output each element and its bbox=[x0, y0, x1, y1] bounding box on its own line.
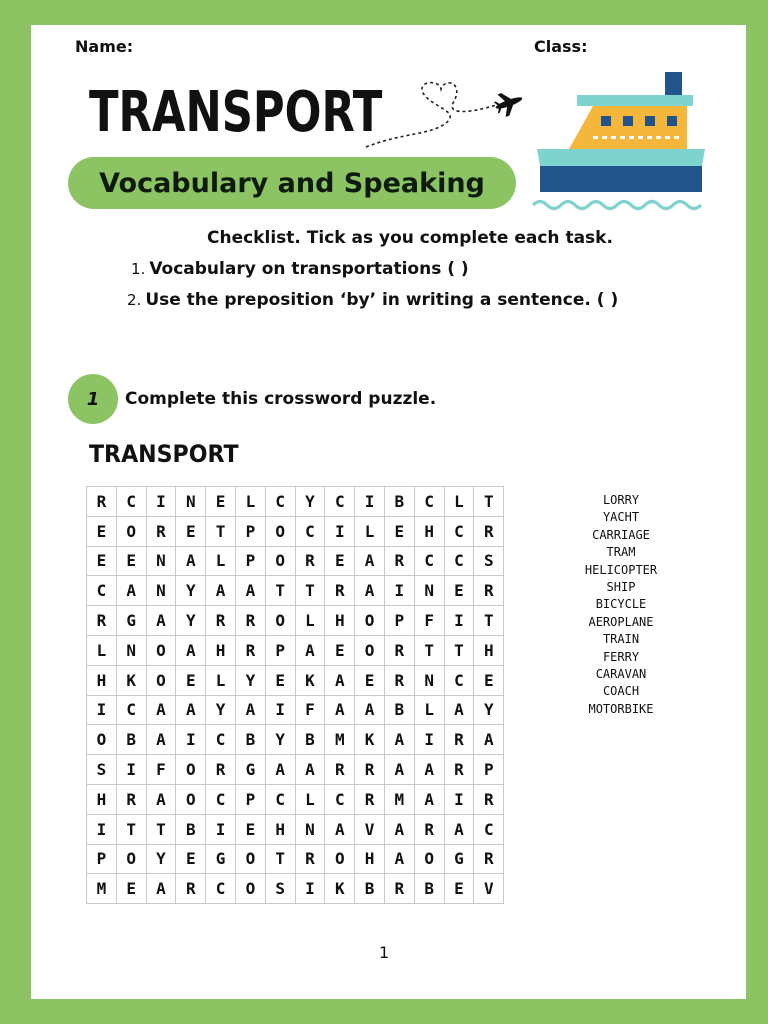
grid-cell[interactable]: A bbox=[325, 814, 355, 844]
grid-cell[interactable]: I bbox=[87, 814, 117, 844]
grid-cell[interactable]: A bbox=[414, 755, 444, 785]
grid-cell[interactable]: E bbox=[206, 487, 236, 517]
grid-cell[interactable]: P bbox=[384, 606, 414, 636]
grid-cell[interactable]: P bbox=[87, 844, 117, 874]
waves-icon bbox=[531, 195, 711, 215]
grid-cell[interactable]: P bbox=[235, 516, 265, 546]
grid-cell[interactable]: F bbox=[295, 695, 325, 725]
grid-cell[interactable]: O bbox=[146, 665, 176, 695]
grid-cell[interactable]: C bbox=[444, 665, 474, 695]
grid-cell[interactable]: R bbox=[235, 635, 265, 665]
grid-row bbox=[87, 576, 504, 606]
grid-cell[interactable]: T bbox=[474, 487, 504, 517]
grid-cell[interactable]: A bbox=[325, 665, 355, 695]
grid-cell[interactable]: N bbox=[414, 576, 444, 606]
subtitle-text: Vocabulary and Speaking bbox=[99, 167, 485, 199]
word-list-item: BICYCLE bbox=[595, 597, 647, 612]
word-list-item: SHIP bbox=[606, 580, 636, 595]
grid-cell[interactable]: A bbox=[206, 576, 236, 606]
grid-cell[interactable]: A bbox=[444, 814, 474, 844]
grid-cell[interactable]: O bbox=[116, 844, 146, 874]
grid-cell[interactable]: H bbox=[87, 665, 117, 695]
grid-cell[interactable]: E bbox=[235, 814, 265, 844]
grid-cell[interactable]: C bbox=[325, 487, 355, 517]
grid-cell[interactable]: I bbox=[325, 516, 355, 546]
grid-cell[interactable]: Y bbox=[474, 695, 504, 725]
grid-cell[interactable]: M bbox=[384, 784, 414, 814]
puzzle-title: TRANSPORT bbox=[89, 440, 239, 468]
grid-cell[interactable]: T bbox=[414, 635, 444, 665]
word-list bbox=[561, 492, 681, 718]
grid-cell[interactable]: B bbox=[384, 487, 414, 517]
grid-cell[interactable]: A bbox=[146, 606, 176, 636]
grid-cell[interactable]: O bbox=[325, 844, 355, 874]
grid-row bbox=[87, 487, 504, 517]
grid-cell[interactable]: Y bbox=[295, 487, 325, 517]
grid-cell[interactable]: T bbox=[295, 576, 325, 606]
grid-cell[interactable]: R bbox=[444, 725, 474, 755]
word-list-item: COACH bbox=[602, 684, 640, 699]
grid-cell[interactable]: L bbox=[444, 487, 474, 517]
grid-cell[interactable]: C bbox=[116, 487, 146, 517]
grid-cell[interactable]: M bbox=[87, 874, 117, 904]
grid-cell[interactable]: T bbox=[116, 814, 146, 844]
grid-cell[interactable]: L bbox=[87, 635, 117, 665]
grid-cell[interactable]: I bbox=[444, 784, 474, 814]
word-list-item: FERRY bbox=[602, 649, 640, 664]
grid-cell[interactable]: R bbox=[87, 487, 117, 517]
grid-cell[interactable]: T bbox=[206, 516, 236, 546]
grid-cell[interactable]: Y bbox=[265, 725, 295, 755]
grid-row bbox=[87, 755, 504, 785]
grid-cell[interactable]: E bbox=[116, 546, 146, 576]
grid-cell[interactable]: A bbox=[146, 695, 176, 725]
grid-cell[interactable]: F bbox=[146, 755, 176, 785]
grid-cell[interactable]: H bbox=[265, 814, 295, 844]
grid-cell[interactable]: A bbox=[235, 695, 265, 725]
grid-cell[interactable]: V bbox=[355, 814, 385, 844]
grid-cell[interactable]: P bbox=[235, 784, 265, 814]
grid-cell[interactable]: E bbox=[355, 665, 385, 695]
grid-cell[interactable]: L bbox=[206, 546, 236, 576]
grid-cell[interactable]: C bbox=[265, 487, 295, 517]
grid-cell[interactable]: E bbox=[474, 665, 504, 695]
grid-cell[interactable]: H bbox=[325, 606, 355, 636]
grid-cell[interactable]: L bbox=[414, 695, 444, 725]
grid-cell[interactable]: R bbox=[325, 576, 355, 606]
grid-cell[interactable]: L bbox=[235, 487, 265, 517]
grid-cell[interactable]: R bbox=[474, 844, 504, 874]
grid-cell[interactable]: C bbox=[206, 725, 236, 755]
grid-row bbox=[87, 665, 504, 695]
grid-cell[interactable]: R bbox=[384, 546, 414, 576]
grid-cell[interactable]: R bbox=[474, 576, 504, 606]
grid-cell[interactable]: B bbox=[235, 725, 265, 755]
checklist-item bbox=[131, 259, 469, 279]
grid-cell[interactable]: I bbox=[444, 606, 474, 636]
grid-cell[interactable]: B bbox=[414, 874, 444, 904]
word-list-item: CARRIAGE bbox=[592, 527, 650, 542]
grid-cell[interactable]: E bbox=[87, 516, 117, 546]
word-list-item: CARAVAN bbox=[595, 667, 647, 682]
grid-cell[interactable]: O bbox=[146, 635, 176, 665]
grid-cell[interactable]: I bbox=[265, 695, 295, 725]
grid-cell[interactable]: I bbox=[355, 487, 385, 517]
grid-cell[interactable]: I bbox=[414, 725, 444, 755]
grid-cell[interactable]: R bbox=[146, 516, 176, 546]
checklist-item bbox=[127, 290, 618, 310]
grid-cell[interactable]: R bbox=[384, 874, 414, 904]
grid-cell[interactable]: C bbox=[444, 546, 474, 576]
grid-cell[interactable]: C bbox=[295, 516, 325, 546]
grid-row bbox=[87, 784, 504, 814]
grid-cell[interactable]: C bbox=[116, 695, 146, 725]
grid-row bbox=[87, 695, 504, 725]
grid-cell[interactable]: Y bbox=[176, 576, 206, 606]
grid-row bbox=[87, 546, 504, 576]
airplane-icon bbox=[361, 73, 531, 153]
grid-cell[interactable]: E bbox=[384, 516, 414, 546]
grid-cell[interactable]: T bbox=[474, 606, 504, 636]
word-list-item: TRAM bbox=[606, 545, 636, 560]
word-list-item: LORRY bbox=[602, 493, 640, 507]
grid-cell[interactable]: R bbox=[355, 784, 385, 814]
grid-cell[interactable]: C bbox=[265, 784, 295, 814]
grid-cell[interactable]: G bbox=[206, 844, 236, 874]
grid-cell[interactable]: C bbox=[414, 546, 444, 576]
grid-cell[interactable]: C bbox=[87, 576, 117, 606]
grid-cell[interactable]: S bbox=[474, 546, 504, 576]
grid-cell[interactable]: A bbox=[265, 755, 295, 785]
grid-cell[interactable]: B bbox=[295, 725, 325, 755]
grid-cell[interactable]: K bbox=[295, 665, 325, 695]
grid-cell[interactable]: E bbox=[176, 665, 206, 695]
grid-cell[interactable]: E bbox=[116, 874, 146, 904]
grid-cell[interactable]: G bbox=[444, 844, 474, 874]
name-label: Name: bbox=[75, 37, 134, 56]
task-instruction: Complete this crossword puzzle. bbox=[125, 389, 437, 409]
grid-cell[interactable]: A bbox=[384, 844, 414, 874]
grid-cell[interactable]: I bbox=[176, 725, 206, 755]
grid-cell[interactable]: E bbox=[176, 844, 206, 874]
grid-cell[interactable]: A bbox=[444, 695, 474, 725]
grid-cell[interactable]: I bbox=[206, 814, 236, 844]
grid-cell[interactable]: V bbox=[474, 874, 504, 904]
grid-cell[interactable]: K bbox=[116, 665, 146, 695]
grid-cell[interactable]: R bbox=[444, 755, 474, 785]
grid-cell[interactable]: A bbox=[384, 725, 414, 755]
word-list-item: AEROPLANE bbox=[588, 614, 654, 629]
grid-cell[interactable]: I bbox=[384, 576, 414, 606]
word-list-item: TRAIN bbox=[602, 632, 640, 647]
grid-cell[interactable]: L bbox=[295, 784, 325, 814]
grid-cell[interactable]: A bbox=[176, 635, 206, 665]
grid-cell[interactable]: N bbox=[116, 635, 146, 665]
grid-cell[interactable]: R bbox=[176, 874, 206, 904]
grid-cell[interactable]: O bbox=[116, 516, 146, 546]
grid-cell[interactable]: T bbox=[444, 635, 474, 665]
grid-cell[interactable]: N bbox=[295, 814, 325, 844]
grid-cell[interactable]: A bbox=[146, 784, 176, 814]
grid-cell[interactable]: A bbox=[295, 635, 325, 665]
grid-cell[interactable]: O bbox=[355, 606, 385, 636]
grid-cell[interactable]: O bbox=[265, 606, 295, 636]
grid-cell[interactable]: N bbox=[146, 576, 176, 606]
grid-cell[interactable]: R bbox=[235, 606, 265, 636]
grid-cell[interactable]: R bbox=[384, 665, 414, 695]
worksheet-page bbox=[31, 25, 746, 999]
grid-cell[interactable]: P bbox=[265, 635, 295, 665]
grid-cell[interactable]: B bbox=[355, 874, 385, 904]
grid-cell[interactable]: A bbox=[176, 546, 206, 576]
grid-cell[interactable]: R bbox=[116, 784, 146, 814]
grid-cell[interactable]: C bbox=[414, 487, 444, 517]
grid-cell[interactable]: B bbox=[116, 725, 146, 755]
grid-cell[interactable]: R bbox=[206, 606, 236, 636]
grid-cell[interactable]: O bbox=[176, 755, 206, 785]
class-label: Class: bbox=[534, 37, 588, 56]
grid-cell[interactable]: E bbox=[325, 546, 355, 576]
grid-cell[interactable]: H bbox=[355, 844, 385, 874]
grid-cell[interactable]: C bbox=[474, 814, 504, 844]
grid-row bbox=[87, 606, 504, 636]
grid-cell[interactable]: B bbox=[384, 695, 414, 725]
grid-cell[interactable]: O bbox=[176, 784, 206, 814]
grid-cell[interactable]: R bbox=[474, 784, 504, 814]
grid-cell[interactable]: C bbox=[206, 874, 236, 904]
grid-cell[interactable]: A bbox=[146, 725, 176, 755]
grid-cell[interactable]: G bbox=[116, 606, 146, 636]
page-number: 1 bbox=[379, 943, 390, 962]
grid-cell[interactable]: A bbox=[355, 695, 385, 725]
grid-cell[interactable]: A bbox=[325, 695, 355, 725]
grid-cell[interactable]: B bbox=[176, 814, 206, 844]
grid-cell[interactable]: Y bbox=[235, 665, 265, 695]
grid-cell[interactable]: A bbox=[116, 576, 146, 606]
grid-row bbox=[87, 725, 504, 755]
grid-cell[interactable]: Y bbox=[176, 606, 206, 636]
grid-cell[interactable]: E bbox=[87, 546, 117, 576]
grid-cell[interactable]: O bbox=[265, 546, 295, 576]
grid-cell[interactable]: P bbox=[235, 546, 265, 576]
grid-cell[interactable]: L bbox=[206, 665, 236, 695]
grid-cell[interactable]: T bbox=[146, 814, 176, 844]
grid-cell[interactable]: S bbox=[265, 874, 295, 904]
grid-cell[interactable]: M bbox=[325, 725, 355, 755]
word-list-item: MOTORBIKE bbox=[588, 701, 654, 716]
grid-cell[interactable]: E bbox=[444, 576, 474, 606]
grid-cell[interactable]: O bbox=[414, 844, 444, 874]
grid-cell[interactable]: R bbox=[325, 755, 355, 785]
grid-cell[interactable]: K bbox=[325, 874, 355, 904]
word-list-item: HELICOPTER bbox=[584, 562, 658, 577]
grid-cell[interactable]: O bbox=[355, 635, 385, 665]
grid-row bbox=[87, 874, 504, 904]
checklist-item-number: 1. bbox=[131, 260, 146, 278]
subtitle-banner bbox=[68, 157, 516, 209]
grid-cell[interactable]: N bbox=[146, 546, 176, 576]
grid-cell[interactable]: A bbox=[474, 725, 504, 755]
grid-cell[interactable]: S bbox=[87, 755, 117, 785]
grid-cell[interactable]: H bbox=[414, 516, 444, 546]
grid-row bbox=[87, 844, 504, 874]
grid-cell[interactable]: O bbox=[87, 725, 117, 755]
grid-cell[interactable]: A bbox=[384, 814, 414, 844]
grid-cell[interactable]: A bbox=[146, 874, 176, 904]
grid-cell[interactable]: A bbox=[414, 784, 444, 814]
grid-cell[interactable]: H bbox=[474, 635, 504, 665]
grid-cell[interactable]: N bbox=[176, 487, 206, 517]
grid-cell[interactable]: A bbox=[355, 546, 385, 576]
grid-cell[interactable]: A bbox=[355, 576, 385, 606]
checklist-item-text: Vocabulary on transportations ( ) bbox=[149, 259, 469, 279]
grid-cell[interactable]: R bbox=[474, 516, 504, 546]
grid-cell[interactable]: O bbox=[265, 516, 295, 546]
grid-cell[interactable]: A bbox=[384, 755, 414, 785]
grid-cell[interactable]: E bbox=[176, 516, 206, 546]
grid-row bbox=[87, 814, 504, 844]
grid-cell[interactable]: O bbox=[235, 874, 265, 904]
grid-cell[interactable]: E bbox=[444, 874, 474, 904]
grid-cell[interactable]: H bbox=[87, 784, 117, 814]
grid-cell[interactable]: L bbox=[295, 606, 325, 636]
grid-cell[interactable]: C bbox=[325, 784, 355, 814]
grid-cell[interactable]: E bbox=[265, 665, 295, 695]
grid-cell[interactable]: R bbox=[87, 606, 117, 636]
grid-cell[interactable]: I bbox=[295, 874, 325, 904]
grid-cell[interactable]: R bbox=[295, 546, 325, 576]
grid-cell[interactable]: C bbox=[206, 784, 236, 814]
grid-cell[interactable]: R bbox=[206, 755, 236, 785]
checklist-title: Checklist. Tick as you complete each task. bbox=[207, 228, 613, 248]
grid-cell[interactable]: R bbox=[384, 635, 414, 665]
grid-cell[interactable]: O bbox=[235, 844, 265, 874]
grid-cell[interactable]: A bbox=[235, 576, 265, 606]
grid-cell[interactable]: R bbox=[414, 814, 444, 844]
grid-cell[interactable]: T bbox=[265, 576, 295, 606]
grid-cell[interactable]: G bbox=[235, 755, 265, 785]
grid-cell[interactable]: I bbox=[146, 487, 176, 517]
grid-cell[interactable]: P bbox=[474, 755, 504, 785]
word-search-grid bbox=[86, 486, 504, 904]
grid-cell[interactable]: K bbox=[355, 725, 385, 755]
grid-cell[interactable]: R bbox=[355, 755, 385, 785]
grid-cell[interactable]: C bbox=[444, 516, 474, 546]
grid-cell[interactable]: Y bbox=[146, 844, 176, 874]
checklist-item-text: Use the preposition ‘by’ in writing a sentence. ( ) bbox=[145, 290, 619, 310]
grid-cell[interactable]: T bbox=[265, 844, 295, 874]
task-number-badge bbox=[68, 374, 118, 424]
word-list-item: YACHT bbox=[602, 510, 640, 525]
checklist-item-number: 2. bbox=[127, 291, 142, 309]
task-number: 1 bbox=[86, 388, 100, 410]
grid-cell[interactable]: H bbox=[206, 635, 236, 665]
grid-cell[interactable]: L bbox=[355, 516, 385, 546]
grid-cell[interactable]: I bbox=[87, 695, 117, 725]
grid-cell[interactable]: F bbox=[414, 606, 444, 636]
grid-cell[interactable]: N bbox=[414, 665, 444, 695]
grid-cell[interactable]: A bbox=[295, 755, 325, 785]
grid-cell[interactable]: I bbox=[116, 755, 146, 785]
grid-cell[interactable]: R bbox=[295, 844, 325, 874]
page-title: TRANSPORT bbox=[89, 80, 383, 145]
grid-cell[interactable]: Y bbox=[206, 695, 236, 725]
grid-cell[interactable]: E bbox=[325, 635, 355, 665]
grid-cell[interactable]: A bbox=[176, 695, 206, 725]
grid-row bbox=[87, 635, 504, 665]
grid-row bbox=[87, 516, 504, 546]
